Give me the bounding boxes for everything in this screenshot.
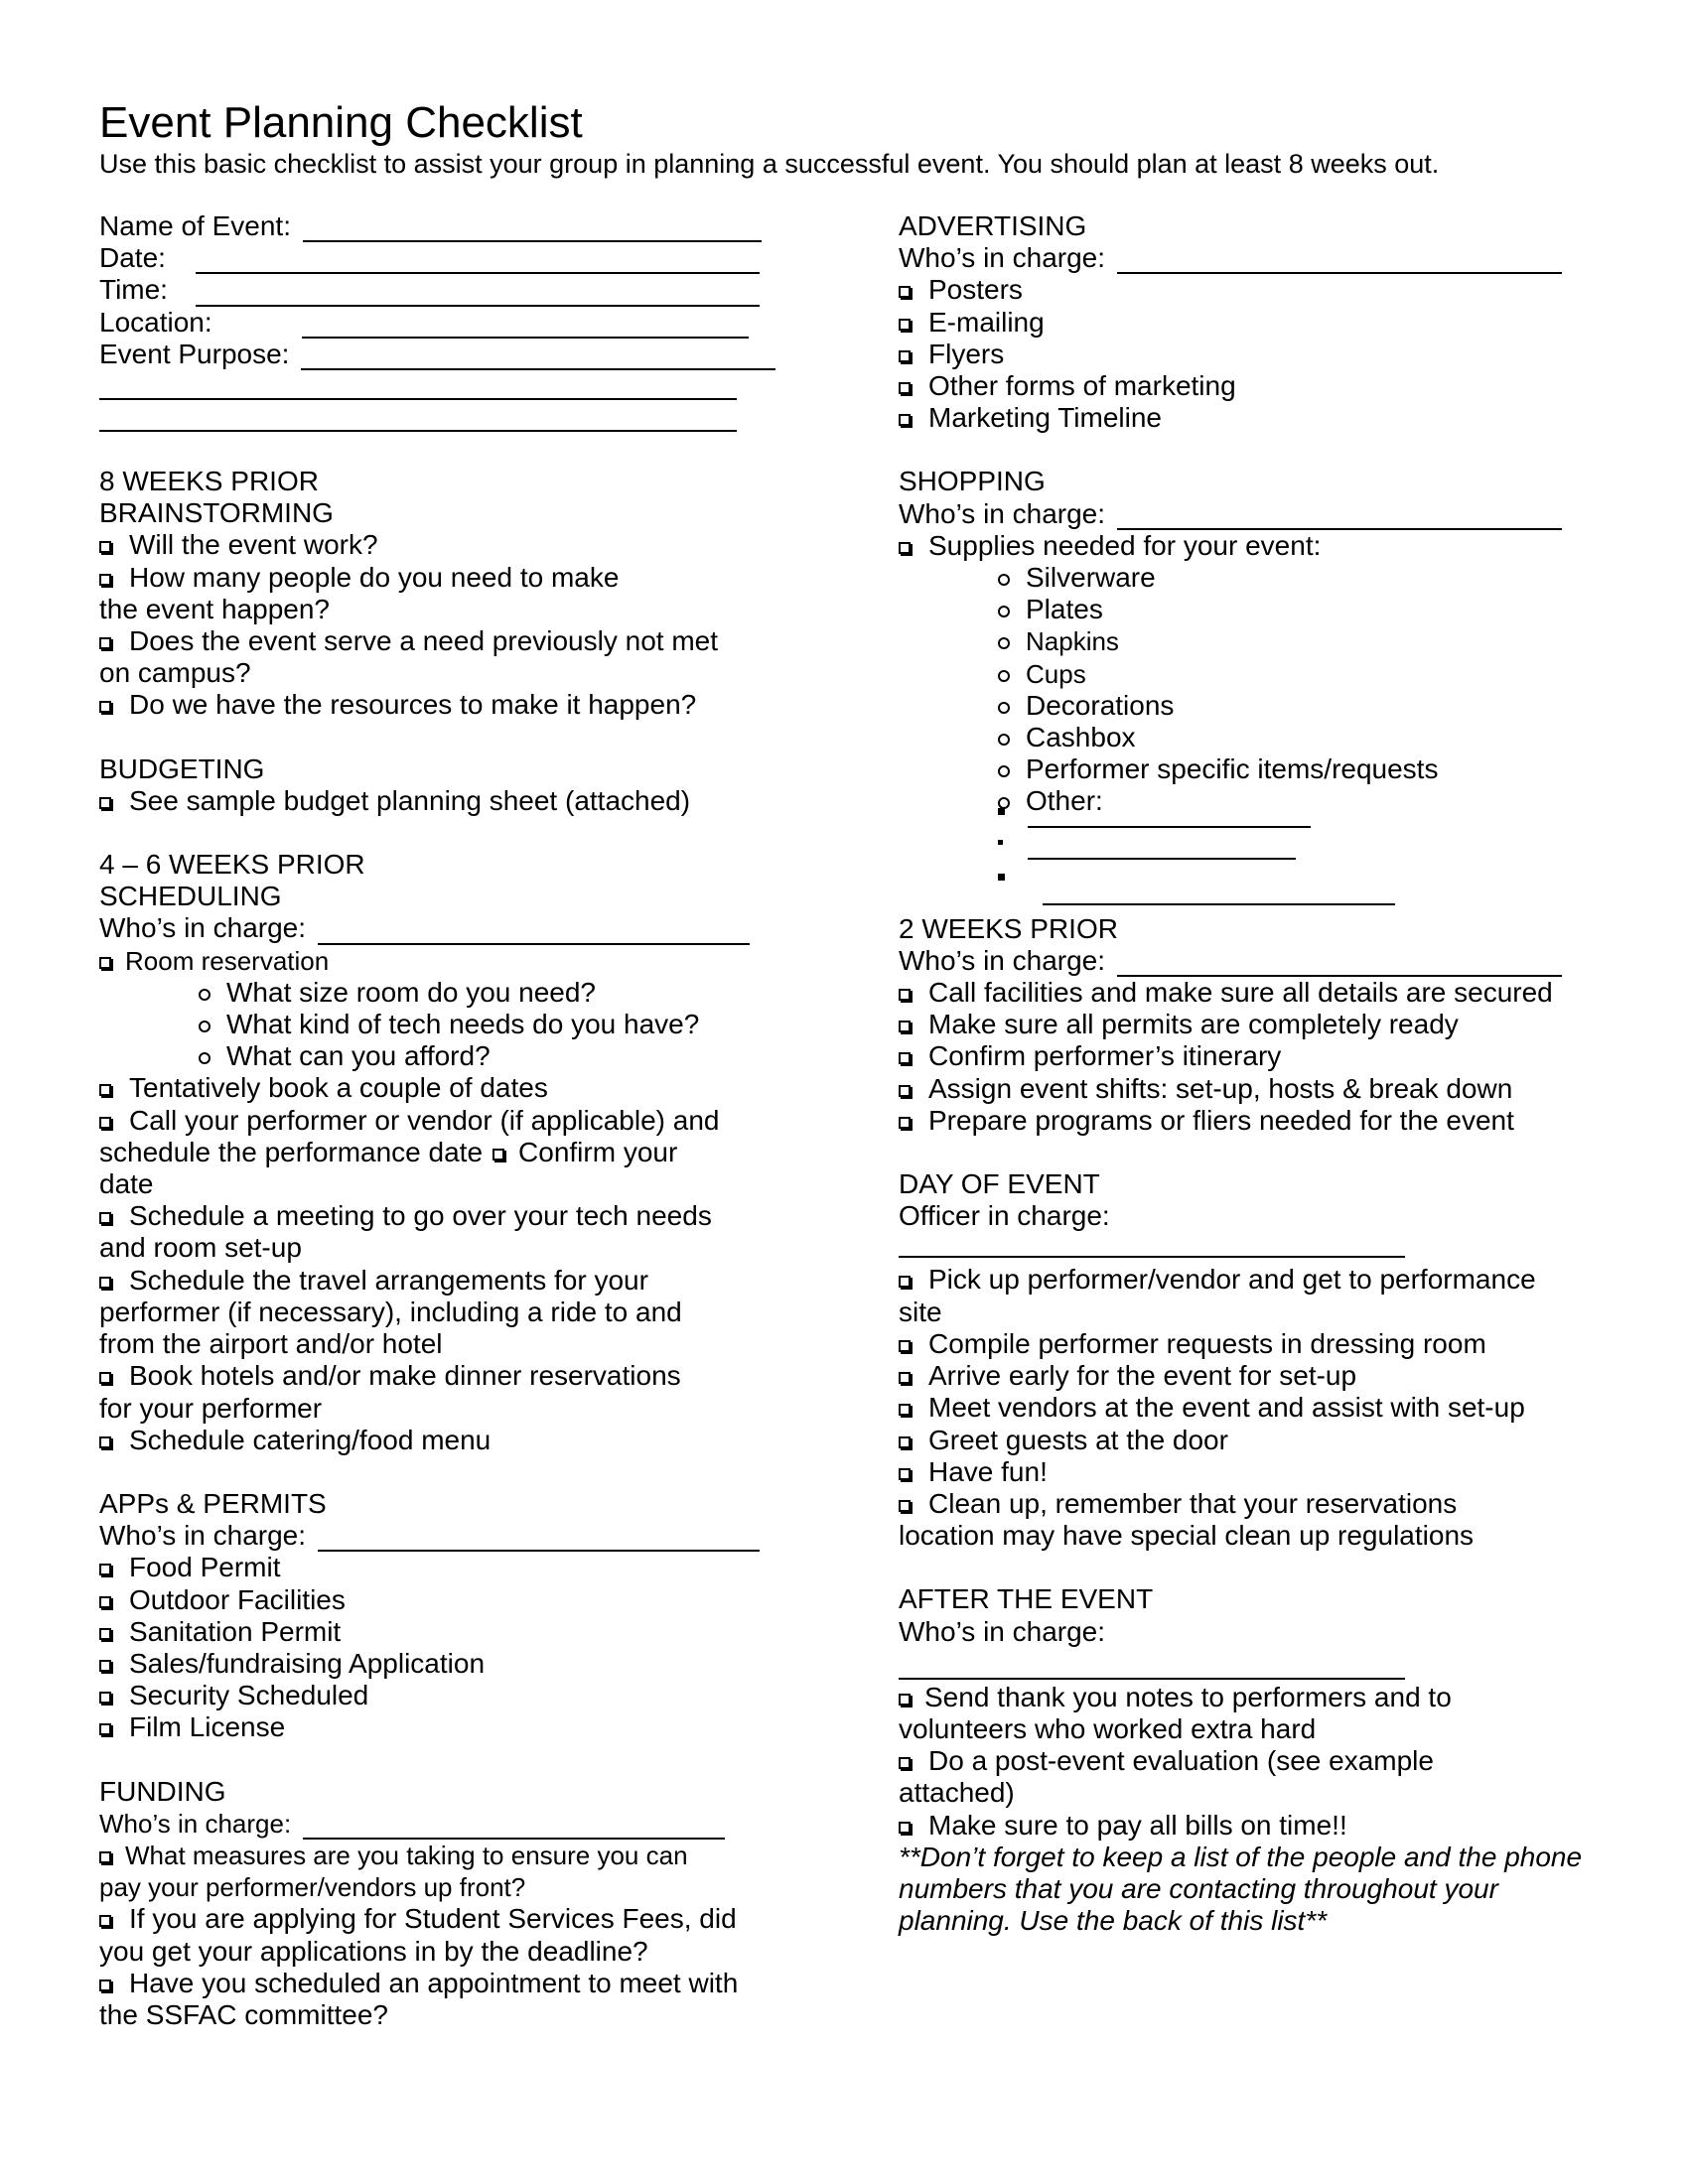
checklist-item-cont: site — [899, 1296, 942, 1327]
scheduling-charge-row: Who’s in charge: — [99, 912, 784, 944]
checklist-item[interactable]: Security Scheduled — [99, 1680, 784, 1711]
checkbox-icon[interactable] — [899, 1404, 911, 1416]
checklist-item[interactable]: Meet vendors at the event and assist with set-up — [899, 1392, 1594, 1424]
checklist-item[interactable]: Schedule the travel arrangements for your — [99, 1265, 784, 1297]
scheduling-heading: SCHEDULING — [99, 881, 282, 912]
checkbox-icon[interactable] — [99, 1372, 111, 1384]
bullet-circle-icon — [199, 1052, 211, 1064]
checklist-item-cont: performer (if necessary), including a ride to and — [99, 1296, 682, 1327]
checklist-item[interactable]: Will the event work? — [99, 529, 784, 561]
event-name-label: Name of Event: — [99, 210, 291, 241]
checklist-item[interactable]: Sanitation Permit — [99, 1616, 784, 1648]
bullet-circle-icon — [998, 670, 1010, 682]
checklist-item[interactable]: Send thank you notes to performers and to — [899, 1682, 1594, 1713]
checkbox-icon[interactable] — [99, 1660, 111, 1672]
checkbox-icon[interactable] — [99, 574, 111, 586]
checklist-item-cont: schedule the performance date Confirm your — [99, 1136, 678, 1167]
checkbox-icon[interactable] — [899, 1822, 911, 1834]
shopping-heading: SHOPPING — [899, 466, 1046, 497]
square-bullet-icon — [998, 874, 1005, 881]
checklist-item[interactable]: Flyers — [899, 339, 1594, 370]
checklist-item[interactable]: What measures are you taking to ensure you can — [99, 1840, 784, 1871]
day-of-charge-field[interactable] — [899, 1232, 1405, 1258]
sub-item[interactable]: Plates — [899, 594, 1594, 625]
checkbox-icon[interactable] — [99, 1979, 111, 1991]
reminder-note: **Don’t forget to keep a list of the people and the phone numbers that you are contacting throughout your planning. Use the back of this list** — [899, 1841, 1583, 1937]
location-label: Location: — [99, 306, 212, 338]
permits-charge-row: Who’s in charge: — [99, 1520, 784, 1552]
checkbox-icon[interactable] — [899, 1340, 911, 1352]
purpose-line-1[interactable] — [99, 374, 737, 400]
sub-item[interactable]: What size room do you need? — [99, 977, 784, 1009]
checklist-item[interactable]: Pick up performer/vendor and get to performance — [899, 1264, 1594, 1296]
checkbox-icon[interactable] — [99, 1723, 111, 1735]
checkbox-icon[interactable] — [492, 1149, 504, 1160]
checklist-item[interactable]: Greet guests at the door — [899, 1425, 1594, 1456]
checkbox-icon[interactable] — [899, 382, 911, 394]
checkbox-icon[interactable] — [99, 1117, 111, 1129]
event-name-row — [99, 210, 784, 242]
checklist-item[interactable]: Clean up, remember that your reservations — [899, 1488, 1594, 1520]
checklist-item-cont: for your performer — [99, 1392, 323, 1424]
page-subtitle: Use this basic checklist to assist your group in planning a successful event. You should plan at least 8 weeks out. — [99, 149, 1440, 179]
location-row — [99, 307, 784, 339]
checklist-item[interactable]: E-mailing — [899, 307, 1594, 339]
sub-item[interactable]: Napkins — [899, 625, 1594, 657]
checklist-item[interactable]: Prepare programs or fliers needed for the event — [899, 1105, 1594, 1137]
checklist-item[interactable]: If you are applying for Student Services Fees, did — [99, 1903, 784, 1935]
checklist-item[interactable]: Book hotels and/or make dinner reservations — [99, 1360, 784, 1392]
bullet-circle-icon — [998, 765, 1010, 777]
checkbox-icon[interactable] — [899, 350, 911, 362]
after-charge-label: Who’s in charge: — [899, 1615, 1106, 1647]
checklist-item-cont: the SSFAC committee? — [99, 1998, 389, 2030]
checklist-item[interactable]: Have you scheduled an appointment to meet with — [99, 1968, 784, 1999]
two-weeks-charge-row: Who’s in charge: — [899, 945, 1594, 977]
sub-item[interactable]: Cups — [899, 658, 1594, 690]
checklist-item[interactable]: Other forms of marketing — [899, 370, 1594, 402]
checklist-item-cont: volunteers who worked extra hard — [899, 1712, 1317, 1744]
checklist-item-cont: from the airport and/or hotel — [99, 1328, 443, 1360]
checklist-item[interactable]: Tentatively book a couple of dates — [99, 1072, 784, 1104]
checklist-item[interactable]: See sample budget planning sheet (attached) — [99, 785, 784, 817]
location-field[interactable] — [302, 313, 749, 339]
checklist-item[interactable]: Marketing Timeline — [899, 402, 1594, 434]
checkbox-icon[interactable] — [899, 1694, 911, 1706]
other-line-1[interactable] — [1028, 826, 1311, 828]
checklist-item[interactable]: Call your performer or vendor (if applicable) and — [99, 1105, 784, 1137]
bullet-circle-icon — [199, 1021, 211, 1032]
sub-item[interactable]: Performer specific items/requests — [899, 753, 1594, 785]
funding-charge-field[interactable] — [303, 1814, 725, 1840]
checkbox-icon[interactable] — [899, 1021, 911, 1032]
checklist-item[interactable]: Does the event serve a need previously not met — [99, 625, 784, 657]
checklist-item[interactable]: Do we have the resources to make it happen? — [99, 689, 784, 721]
checklist-item-cont: attached) — [899, 1777, 1015, 1809]
checklist-item[interactable]: Sales/fundraising Application — [99, 1648, 784, 1680]
checklist-item[interactable]: Make sure all permits are completely ready — [899, 1009, 1594, 1040]
funding-charge-row: Who’s in charge: — [99, 1808, 784, 1840]
purpose-field[interactable] — [301, 344, 775, 370]
checkbox-icon[interactable] — [99, 1277, 111, 1289]
sub-item[interactable]: What kind of tech needs do you have? — [99, 1009, 784, 1040]
checkbox-icon[interactable] — [99, 1436, 111, 1448]
permits-charge-field[interactable] — [318, 1526, 760, 1552]
brainstorming-heading: BRAINSTORMING — [99, 497, 334, 529]
checklist-item[interactable]: Do a post-event evaluation (see example — [899, 1745, 1594, 1777]
budgeting-heading: BUDGETING — [99, 752, 265, 784]
checkbox-icon[interactable] — [899, 1468, 911, 1480]
checkbox-icon[interactable] — [99, 701, 111, 713]
checkbox-icon[interactable] — [99, 1084, 111, 1096]
checkbox-icon[interactable] — [899, 1436, 911, 1448]
checklist-item[interactable]: Confirm performer’s itinerary — [899, 1040, 1594, 1072]
checkbox-icon[interactable] — [899, 1372, 911, 1384]
checklist-item-cont: you get your applications in by the deadline? — [99, 1935, 648, 1967]
checkbox-icon[interactable] — [99, 1628, 111, 1640]
checkbox-icon[interactable] — [899, 1052, 911, 1064]
eight-weeks-heading: 8 WEEKS PRIOR — [99, 466, 319, 497]
checkbox-icon[interactable] — [99, 1596, 111, 1608]
checklist-item[interactable]: Room reservation — [99, 945, 784, 977]
advertising-charge-field[interactable] — [1117, 248, 1562, 274]
checkbox-icon[interactable] — [99, 637, 111, 649]
checklist-item[interactable]: Outdoor Facilities — [99, 1584, 784, 1616]
right-column — [899, 210, 1594, 1937]
event-name-field[interactable] — [303, 216, 762, 242]
two-weeks-heading: 2 WEEKS PRIOR — [899, 912, 1118, 944]
checkbox-icon[interactable] — [899, 1500, 911, 1512]
checkbox-icon[interactable] — [99, 1692, 111, 1704]
checklist-item[interactable]: Film License — [99, 1711, 784, 1743]
checkbox-icon[interactable] — [99, 1212, 111, 1224]
bullet-circle-icon — [998, 734, 1010, 746]
shopping-charge-row: Who’s in charge: — [899, 498, 1594, 530]
time-label: Time: — [99, 274, 168, 306]
other-lines — [899, 818, 1594, 913]
two-weeks-charge-field[interactable] — [1117, 951, 1562, 977]
sub-item[interactable]: Silverware — [899, 562, 1594, 594]
time-field[interactable] — [196, 281, 760, 307]
checkbox-icon[interactable] — [899, 1757, 911, 1769]
purpose-row — [99, 339, 784, 370]
square-bullet-icon — [998, 840, 1003, 845]
sub-item[interactable]: What can you afford? — [99, 1040, 784, 1072]
purpose-line-2[interactable] — [99, 406, 737, 432]
left-column — [99, 210, 784, 2031]
checkbox-icon[interactable] — [899, 319, 911, 331]
bullet-circle-icon — [998, 574, 1010, 586]
bullet-circle-icon — [998, 637, 1010, 649]
checklist-item[interactable]: Arrive early for the event for set-up — [899, 1360, 1594, 1392]
shopping-charge-field[interactable] — [1117, 504, 1562, 530]
checklist-item[interactable]: Food Permit — [99, 1552, 784, 1583]
purpose-label: Event Purpose: — [99, 338, 290, 369]
checkbox-icon[interactable] — [899, 989, 911, 1001]
bullet-circle-icon — [199, 989, 211, 1001]
other-line-2[interactable] — [1028, 858, 1296, 860]
checklist-item[interactable]: Posters — [899, 274, 1594, 306]
date-field[interactable] — [196, 248, 760, 274]
day-of-heading: DAY OF EVENT — [899, 1168, 1100, 1200]
page-title: Event Planning Checklist — [99, 98, 583, 147]
bullet-circle-icon — [998, 702, 1010, 714]
square-bullet-icon — [998, 808, 1005, 815]
checkbox-icon[interactable] — [899, 414, 911, 426]
sub-item[interactable]: Decorations — [899, 690, 1594, 722]
advertising-heading: ADVERTISING — [899, 210, 1087, 241]
checklist-item[interactable]: Schedule catering/food menu — [99, 1425, 784, 1456]
checkbox-icon[interactable] — [99, 957, 111, 969]
checklist-item[interactable]: Call facilities and make sure all details are secured — [899, 977, 1594, 1009]
checklist-item[interactable]: Assign event shifts: set-up, hosts & break down — [899, 1073, 1594, 1105]
checkbox-icon[interactable] — [899, 286, 911, 298]
scheduling-charge-field[interactable] — [318, 919, 750, 945]
day-of-charge-label: Officer in charge: — [899, 1200, 1110, 1232]
after-heading: AFTER THE EVENT — [899, 1583, 1154, 1615]
checkbox-icon[interactable] — [99, 1564, 111, 1575]
sub-item[interactable]: Cashbox — [899, 722, 1594, 753]
checkbox-icon[interactable] — [899, 1085, 911, 1097]
after-charge-field[interactable] — [899, 1648, 1405, 1680]
checkbox-icon[interactable] — [99, 797, 111, 809]
checkbox-icon[interactable] — [899, 1117, 911, 1129]
checklist-item[interactable]: Compile performer requests in dressing room — [899, 1328, 1594, 1360]
checkbox-icon[interactable] — [99, 1851, 111, 1863]
permits-heading: APPs & PERMITS — [99, 1487, 327, 1519]
checklist-item-cont: pay your performer/vendors up front? — [99, 1872, 526, 1903]
checklist-item-cont: and room set-up — [99, 1232, 302, 1264]
date-row — [99, 242, 784, 274]
checklist-item[interactable]: Supplies needed for your event: — [899, 530, 1594, 562]
checklist-item[interactable]: Schedule a meeting to go over your tech needs — [99, 1200, 784, 1232]
checklist-item[interactable]: Have fun! — [899, 1456, 1594, 1488]
checkbox-icon[interactable] — [99, 541, 111, 553]
bullet-circle-icon — [998, 606, 1010, 617]
date-label: Date: — [99, 242, 166, 274]
checklist-item-cont: date — [99, 1168, 154, 1200]
funding-heading: FUNDING — [99, 1775, 226, 1807]
other-line-3[interactable] — [1043, 903, 1395, 905]
four-six-weeks-heading: 4 – 6 WEEKS PRIOR — [99, 849, 365, 881]
advertising-charge-row: Who’s in charge: — [899, 242, 1594, 274]
checklist-item-cont: location may have special clean up regulations — [899, 1520, 1475, 1552]
checkbox-icon[interactable] — [99, 1915, 111, 1927]
sub-item[interactable]: Other: — [899, 785, 1594, 817]
time-row — [99, 274, 784, 306]
checkbox-icon[interactable] — [899, 1276, 911, 1288]
checklist-item[interactable]: Make sure to pay all bills on time!! — [899, 1810, 1594, 1842]
checklist-item[interactable]: How many people do you need to make — [99, 562, 784, 594]
checklist-item-cont: on campus? — [99, 657, 251, 689]
checkbox-icon[interactable] — [899, 542, 911, 554]
checklist-item-cont: the event happen? — [99, 593, 330, 624]
